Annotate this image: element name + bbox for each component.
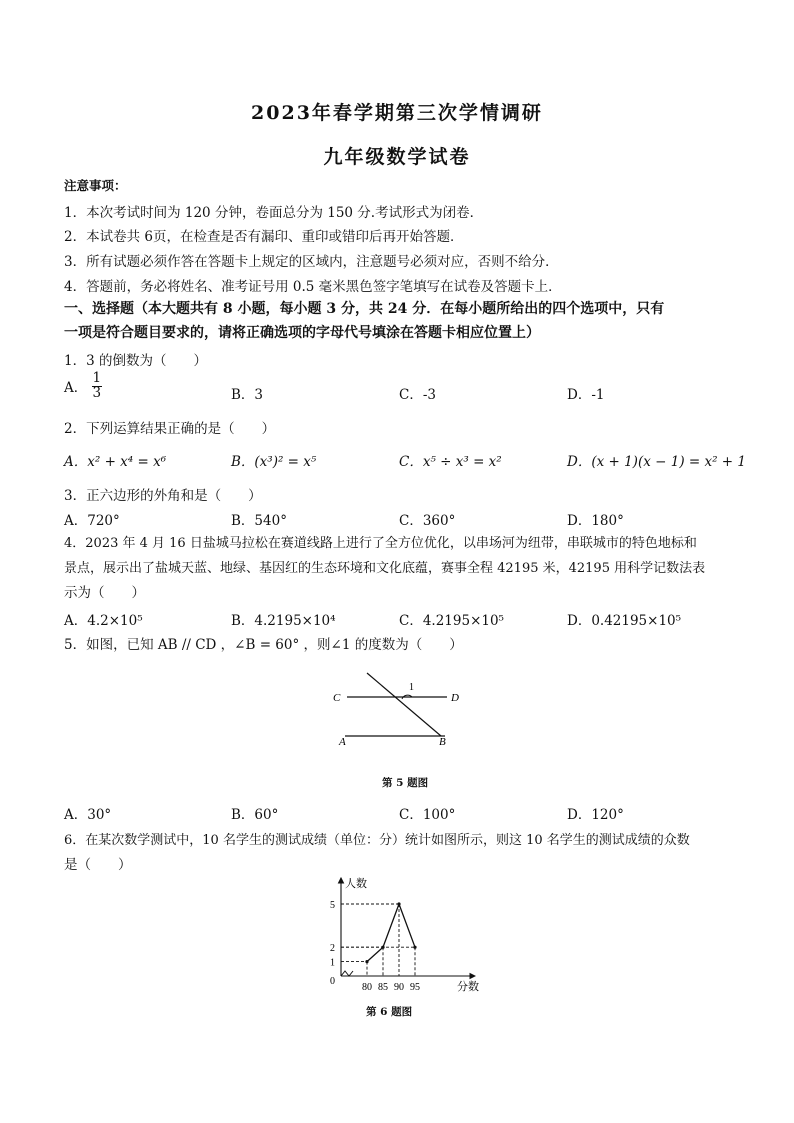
question-1-stem: 1．3 的倒数为（ ） [64,353,207,369]
q6-chart [315,870,485,995]
q5-figure [325,670,475,750]
q5-option-d: D．120° [567,807,624,823]
x-tick-label: 80 [362,982,372,993]
y-tick-label: 1 [330,957,335,969]
section-heading-line2: 一项是符合题目要求的，请将正确选项的字母代号填涂在答题卡相应位置上） [64,325,540,341]
q5-option-b: B．60° [231,807,279,823]
question-6-stem-line1: 6．在某次数学测试中，10 名学生的测试成绩（单位：分）统计如图所示，则这 10 名学生的测试成绩的众数 [64,833,690,848]
question-2-stem: 2．下列运算结果正确的是（ ） [64,421,276,437]
label-d: D [451,692,459,704]
notes-heading: 注意事项： [64,178,127,193]
page-subtitle: 九年级数学试卷 [323,146,471,168]
label-b: B [439,736,446,748]
data-point [365,960,368,963]
data-point [381,946,384,949]
q2-option-c: C．x⁵ ÷ x³ = x² [399,454,502,470]
x-tick-label: 85 [378,982,388,993]
data-point [397,902,400,905]
q1-fraction-numerator: 1 [92,370,102,386]
question-4-stem-line3: 示为（ ） [64,585,145,601]
q4-option-a: A．4.2×10⁵ [64,613,143,629]
y-tick-label: 2 [330,943,335,955]
q5-caption: 第 5 题图 [382,777,429,789]
x-tick-label: 95 [410,982,420,993]
question-6-stem-line2: 是（ ） [64,857,132,873]
x-axis-label: 分数 [457,981,479,993]
data-point [413,946,416,949]
note-item: 4．答题前，务必将姓名、准考证号用 0.5 毫米黑色签字笔填写在试卷及答题卡上． [64,279,562,295]
q3-option-d: D．180° [567,513,624,529]
q2-option-d: D．(x + 1)(x − 1) = x² + 1 [567,454,746,470]
y-tick-label: 5 [330,900,335,911]
q1-option-d: D．-1 [567,387,605,403]
question-4-stem-line1: 4．2023 年 4 月 16 日盐城马拉松在赛道线路上进行了全方位优化，以串场河为纽带，串联城市的特色地标和 [64,536,697,551]
question-3-stem: 3．正六边形的外角和是（ ） [64,488,262,504]
page-title: 2023年春学期第三次学情调研 [251,102,543,124]
q4-option-c: C．4.2195×10⁵ [399,613,504,629]
label-c: C [333,692,341,704]
q4-option-d: D．0.42195×10⁵ [567,613,682,629]
q1-fraction-denominator: 3 [92,384,102,401]
y-axis-label: 人数 [345,878,367,890]
question-4-stem-line2: 景点，展示出了盐城天蓝、地绿、基因红的生态环境和文化底蕴，赛事全程 42195 米，42195 用科学记数法表 [64,561,706,576]
q1-fraction [92,372,103,400]
data-line [367,904,415,962]
note-item: 2．本试卷共 6页，在检查是否有漏印、重印或错印后再开始答题． [64,229,464,245]
q2-option-b: B．(x³)² = x⁵ [231,454,317,470]
label-a: A [339,736,346,748]
q1-option-a [64,372,102,400]
q3-option-b: B．540° [231,513,287,529]
note-item: 1．本次考试时间为 120 分钟，卷面总分为 150 分.考试形式为闭卷． [64,205,484,221]
origin-label: 0 [330,976,335,987]
transversal [367,673,441,736]
q5-option-c: C．100° [399,807,456,823]
label-angle-1: 1 [409,682,414,693]
q2-option-a: A．x² + x⁴ = x⁶ [64,454,167,470]
x-tick-label: 90 [394,982,404,993]
q1-option-c: C．-3 [399,387,436,403]
q3-option-a: A．720° [64,513,120,529]
question-5-stem: 5．如图，已知 AB // CD ，∠B = 60° ，则∠1 的度数为（ ） [64,637,463,653]
q1-option-a-label: A． [64,380,88,396]
q4-option-b: B．4.2195×10⁴ [231,613,336,629]
axis-break [341,971,353,976]
q1-option-b: B．3 [231,387,264,403]
note-item: 3．所有试题必须作答在答题卡上规定的区域内，注意题号必须对应，否则不给分． [64,254,559,270]
q3-option-c: C．360° [399,513,456,529]
q6-caption: 第 6 题图 [366,1006,413,1018]
section-heading-line1: 一、选择题（本大题共有 8 小题，每小题 3 分，共 24 分．在每小题所给出的四个选项中，只有 [64,301,665,317]
q5-option-a: A．30° [64,807,112,823]
